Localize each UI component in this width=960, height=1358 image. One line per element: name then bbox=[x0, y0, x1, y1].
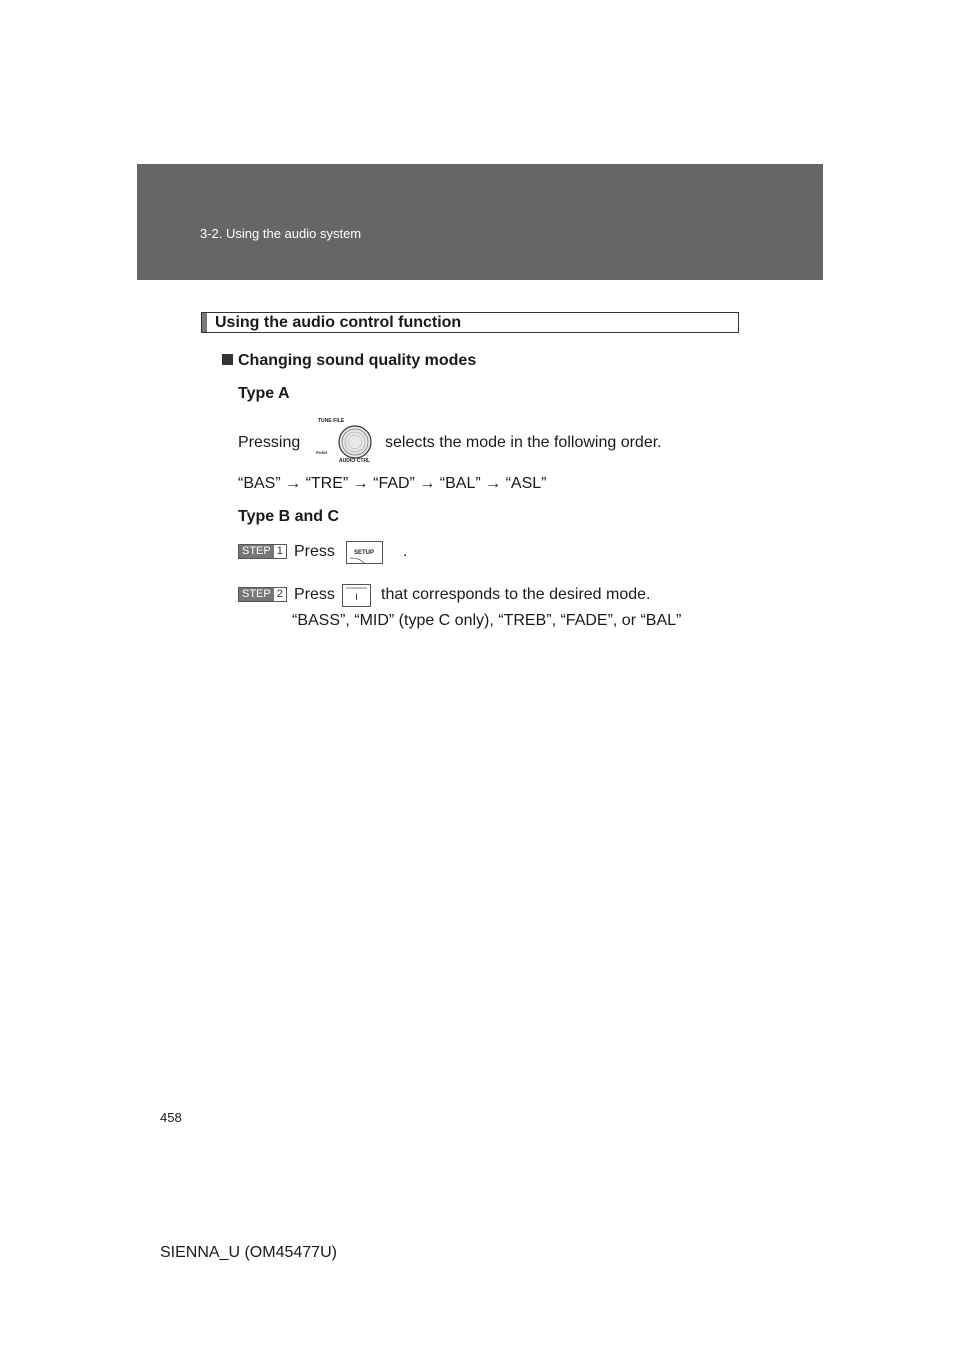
modes-note: “BASS”, “MID” (type C only), “TREB”, “FADE”, or “BAL” bbox=[292, 612, 682, 629]
square-bullet-icon bbox=[222, 354, 233, 365]
page-number: 458 bbox=[160, 1110, 182, 1125]
document-id: SIENNA_U (OM45477U) bbox=[160, 1244, 337, 1261]
step-1-badge: STEP 1 bbox=[238, 544, 287, 559]
knob-push-label: PUSH bbox=[316, 450, 328, 455]
section-title: Using the audio control function bbox=[215, 314, 462, 331]
knob-bottom-label: AUDIO·CTRL bbox=[339, 458, 371, 464]
tune-file-knob-icon bbox=[313, 414, 375, 464]
pressing-text-after: selects the mode in the following order. bbox=[385, 434, 662, 451]
section-label: 3-2. Using the audio system bbox=[200, 226, 362, 241]
setup-button-label: SETUP bbox=[353, 550, 375, 556]
step-1-period: . bbox=[403, 543, 408, 560]
step-2-press-text: Press bbox=[294, 586, 335, 603]
setup-button-icon bbox=[346, 541, 384, 570]
header-band bbox=[137, 164, 823, 280]
type-a-heading: Type A bbox=[238, 385, 290, 402]
preset-button-label: I bbox=[355, 592, 358, 602]
preset-button-icon bbox=[342, 584, 372, 613]
subsection-title: Changing sound quality modes bbox=[238, 352, 477, 369]
step-2-badge: STEP 2 bbox=[238, 587, 287, 602]
section-heading bbox=[201, 312, 739, 333]
pressing-text-before: Pressing bbox=[238, 434, 301, 451]
knob-top-label: TUNE·FILE bbox=[318, 418, 345, 424]
mode-sequence: “BAS” → “TRE” → “FAD” → “BAL” → “ASL” bbox=[238, 475, 547, 492]
step-1-press-text: Press bbox=[294, 543, 335, 560]
step-2-instruction: that corresponds to the desired mode. bbox=[381, 586, 651, 603]
section-heading-bar bbox=[202, 313, 207, 332]
type-bc-heading: Type B and C bbox=[238, 508, 340, 525]
